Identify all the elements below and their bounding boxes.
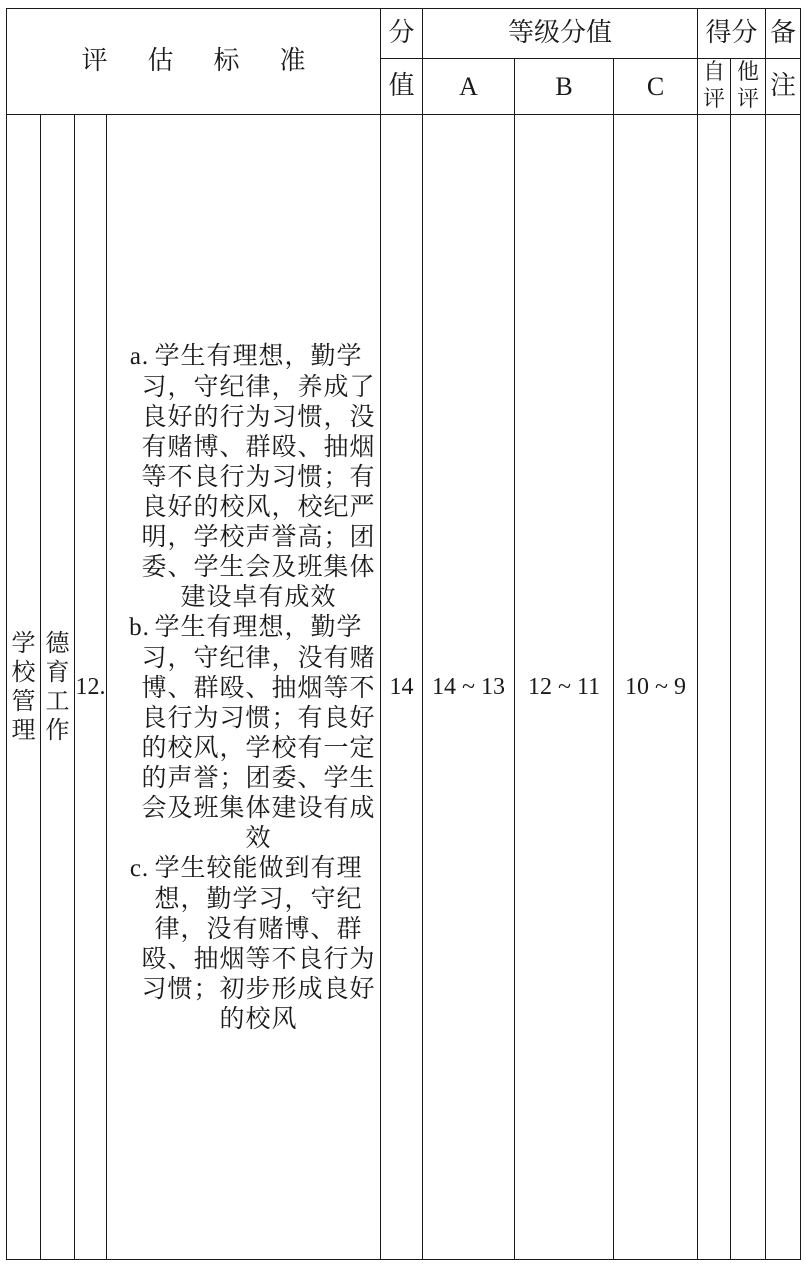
criterion-c-text: 学生较能做到有理想，勤学习，守纪律，没有赌博、群殴、抽烟等不良行为习惯；初步形成良好的校风 [141, 852, 376, 1033]
score-header-bottom: 值 [381, 59, 423, 115]
remarks-cell[interactable] [766, 115, 801, 1260]
grade-c-range-cell: 10 ~ 9 [614, 115, 698, 1260]
other-eval-header-2: 评 [737, 86, 760, 112]
header-row-1 [7, 9, 801, 59]
subcategory-char: 工 [45, 687, 70, 715]
criterion-b-label: b. [129, 613, 150, 641]
criteria-cell [107, 115, 381, 1260]
evaluation-table [6, 8, 801, 1260]
score-cell: 14 [381, 115, 423, 1260]
other-eval-header [731, 59, 766, 115]
self-eval-cell[interactable] [698, 115, 731, 1260]
category-cell [7, 115, 41, 1260]
grade-group-header: 等级分值 [423, 9, 698, 59]
self-eval-header-1: 自 [703, 60, 726, 86]
subcategory-char: 作 [45, 715, 70, 744]
grade-b-range-cell: 12 ~ 11 [515, 115, 614, 1260]
subcategory-char: 德 [45, 629, 70, 658]
criterion-b [107, 612, 380, 853]
criterion-a [107, 341, 380, 612]
category-char: 管 [11, 687, 36, 715]
score-header-top: 分 [381, 9, 423, 59]
criterion-a-text: 学生有理想，勤学习，守纪律，养成了良好的行为习惯，没有赌博、群殴、抽烟等不良行为习惯；有良好的校风，校纪严明，学校声誉高；团委、学生会及班集体建设卓有成效 [141, 340, 376, 611]
remarks-header-top: 备 [766, 9, 801, 59]
obtained-score-header: 得分 [698, 9, 766, 59]
criteria-header [7, 9, 381, 115]
grade-a-header: A [423, 59, 515, 115]
category-char: 校 [11, 658, 36, 687]
remarks-header-bottom: 注 [766, 59, 801, 115]
table-row [7, 115, 801, 1260]
criterion-c [107, 853, 380, 1034]
criteria-header-label: 评估标准 [81, 45, 346, 76]
grade-a-range-cell: 14 ~ 13 [423, 115, 515, 1260]
self-eval-header-2: 评 [703, 86, 726, 112]
grade-b-header: B [515, 59, 614, 115]
criterion-b-text: 学生有理想，勤学习，守纪律，没有赌博、群殴、抽烟等不良行为习惯；有良好的校风，学校有一定的声誉；团委、学生会及班集体建设有成效 [141, 611, 376, 852]
grade-c-header: C [614, 59, 698, 115]
subcategory-cell [41, 115, 75, 1260]
subcategory-char: 育 [45, 658, 70, 687]
criterion-c-label: c. [129, 854, 150, 882]
category-char: 理 [11, 715, 36, 744]
criterion-a-label: a. [129, 342, 150, 370]
item-number-cell: 12. [75, 115, 107, 1260]
other-eval-cell[interactable] [731, 115, 766, 1260]
category-char: 学 [11, 629, 36, 658]
self-eval-header [698, 59, 731, 115]
other-eval-header-1: 他 [737, 60, 760, 86]
